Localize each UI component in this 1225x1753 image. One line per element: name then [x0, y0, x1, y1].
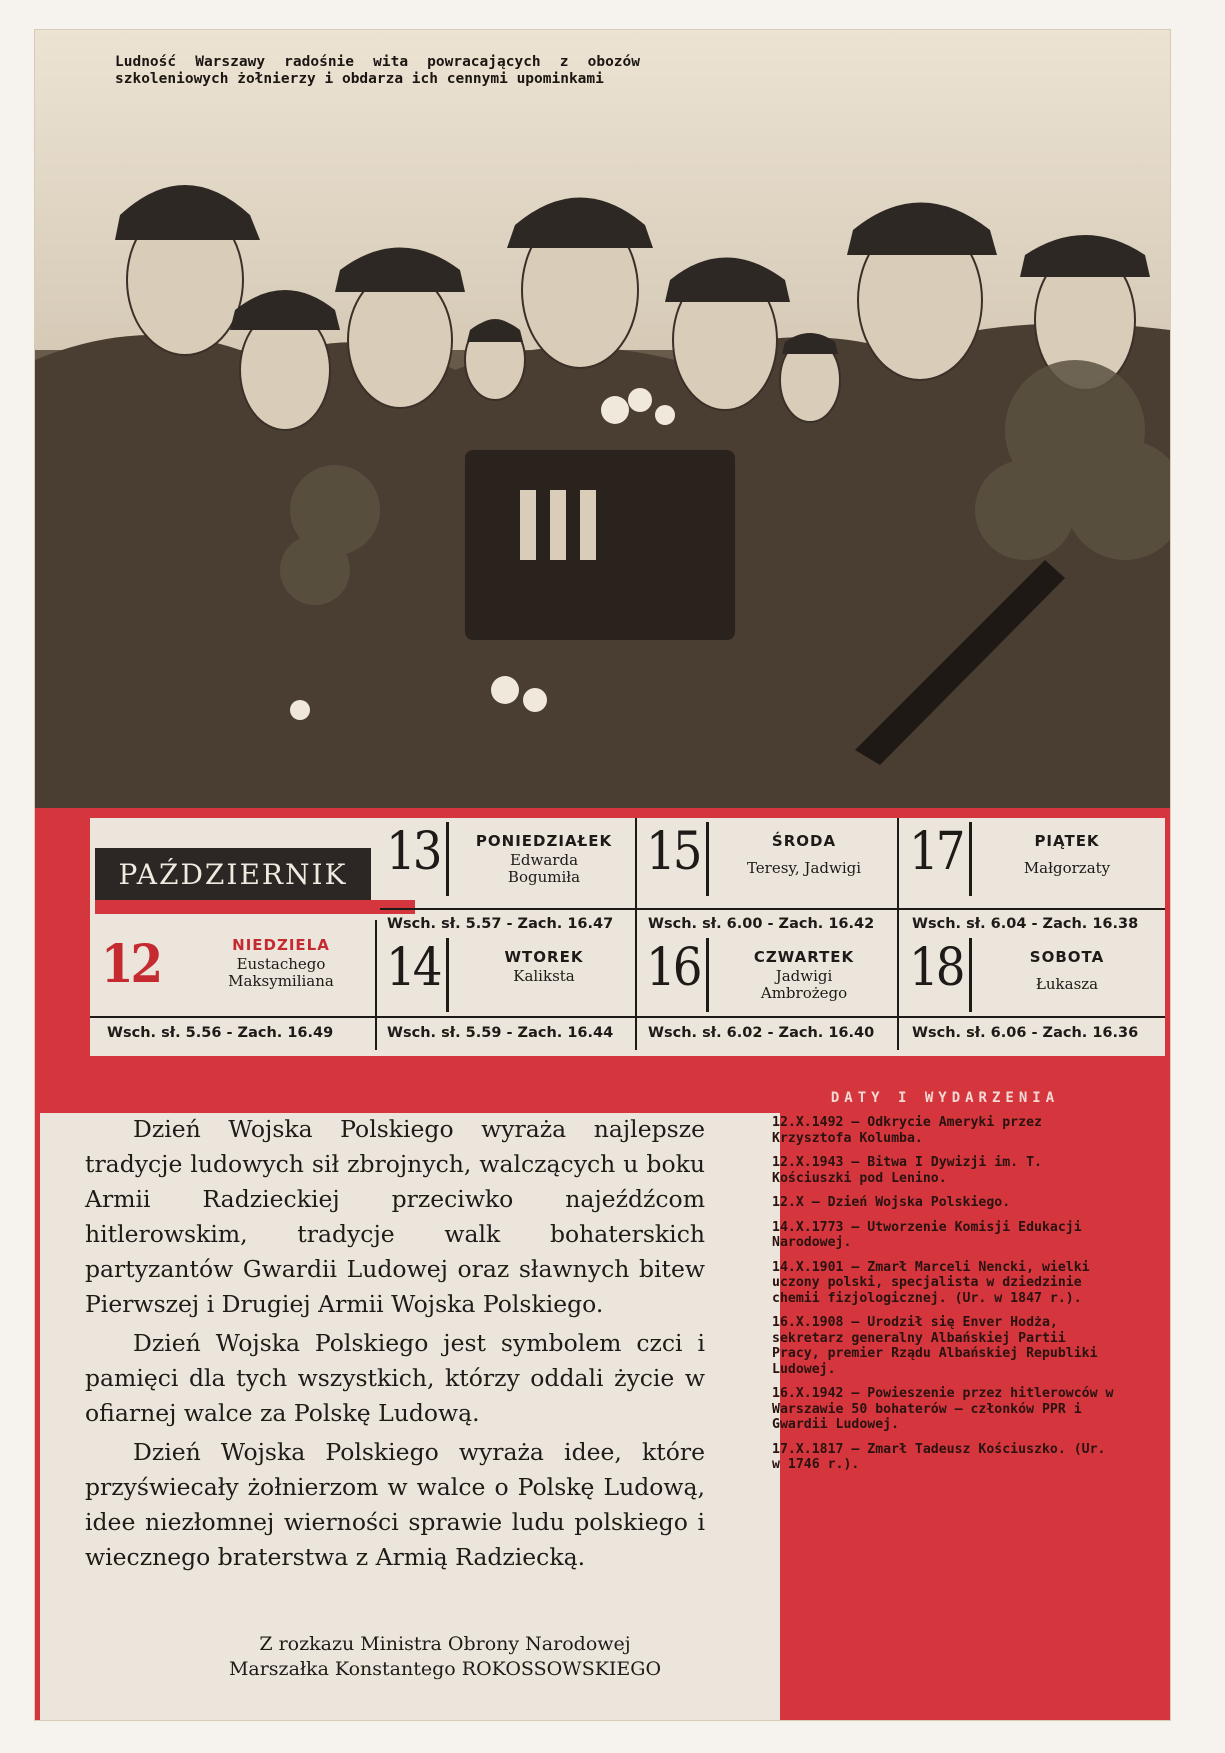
day-18 [903, 938, 1158, 1028]
events-title: DATY I WYDARZENIA [830, 1090, 1060, 1106]
day-number: 15 [646, 822, 700, 882]
day-name: PIĄTEK [1034, 832, 1100, 850]
sun-times-18: Wsch. sł. 6.06 - Zach. 16.36 [912, 1025, 1139, 1041]
signature-line: Marszałka Konstantego ROKOSSOWSKIEGO [228, 1658, 662, 1680]
event-item: 17.X.1817 — Zmarł Tadeusz Kościuszko. (Ur. w 1746 r.). [772, 1441, 1106, 1472]
day-saints [714, 860, 894, 877]
article-paragraph: Dzień Wojska Polskiego wyraża idee, które przyświecały żołnierzom w walce o Polskę Ludową, idee niezłomnej wierności sprawie ludu polskiego i wiecznego braterstwa z Armią Radziecką. [85, 1438, 705, 1571]
saint: Jadwigi [775, 967, 833, 985]
sun-times-17: Wsch. sł. 6.04 - Zach. 16.38 [912, 916, 1139, 932]
day-number: 18 [909, 938, 963, 998]
day-14 [380, 938, 635, 1028]
sun-times-14: Wsch. sł. 5.59 - Zach. 16.44 [387, 1025, 614, 1041]
day-number: 16 [646, 938, 700, 998]
saint: Łukasza [1035, 975, 1099, 993]
sun-times-16: Wsch. sł. 6.02 - Zach. 16.40 [648, 1025, 875, 1041]
day-13 [380, 822, 635, 912]
day-name: WTOREK [504, 948, 584, 966]
day-name: SOBOTA [1029, 948, 1105, 966]
saint: Ambrożego [760, 984, 848, 1002]
event-item: 14.X.1901 — Zmarł Marceli Nencki, wielki uczony polski, specjalista w dziedzinie chemii fizjologicznej. (Ur. w 1847 r.). [772, 1259, 1090, 1306]
saint: Kaliksta [513, 967, 575, 985]
day-number: 12 [101, 934, 161, 995]
day-name: NIEDZIELA [232, 936, 330, 954]
saint: Teresy, Jadwigi [746, 859, 862, 877]
article-paragraph: Dzień Wojska Polskiego wyraża najlepsze tradycje ludowych sił zbrojnych, walczących u boku Armii Radzieckiej przeciwko najeźdźcom hitlerowskim, tradycje walk bohaterskich partyzantów Gwardii Ludowej oraz sławnych bitew Pierwszej i Drugiej Armii Wojska Polskiego. [85, 1115, 705, 1318]
saint: Edwarda [509, 851, 579, 869]
event-item: 12.X.1943 — Bitwa I Dywizji im. T. Kościuszki pod Lenino. [772, 1155, 1042, 1186]
photo-caption: Ludność Warszawy radośnie wita powracających z obozów szkoleniowych żołnierzy i obdarza ich cennymi upominkami [115, 54, 640, 87]
sun-times-13: Wsch. sł. 5.57 - Zach. 16.47 [387, 916, 614, 932]
event-item: 12.X — Dzień Wojska Polskiego. [772, 1195, 1011, 1210]
saint: Bogumiła [507, 868, 581, 886]
day-saints [714, 968, 894, 1002]
month-label: PAŹDZIERNIK [95, 848, 371, 900]
day-name: PONIEDZIAŁEK [475, 832, 613, 850]
day-saints [454, 852, 634, 886]
calendar-grid [35, 808, 1170, 1090]
events-list [772, 1115, 1117, 1482]
day-saints [977, 976, 1157, 993]
sun-times-15: Wsch. sł. 6.00 - Zach. 16.42 [648, 916, 875, 932]
day-saints [977, 860, 1157, 877]
saint: Maksymiliana [228, 972, 334, 990]
day-saints [454, 968, 634, 985]
event-item: 12.X.1492 — Odkrycie Ameryki przez Krzysztofa Kolumba. [772, 1115, 1042, 1146]
day-saints [191, 956, 371, 990]
saint: Małgorzaty [1023, 859, 1111, 877]
day-17 [903, 822, 1158, 912]
day-number: 17 [909, 822, 963, 882]
day-name: CZWARTEK [753, 948, 855, 966]
day-15 [640, 822, 895, 912]
day-number: 13 [386, 822, 440, 882]
article-paragraph: Dzień Wojska Polskiego jest symbolem czci i pamięci dla tych wszystkich, którzy oddali życie w ofiarnej walce za Polskę Ludową. [85, 1329, 705, 1427]
article-text [85, 1112, 705, 1579]
signature [145, 1632, 745, 1682]
event-item: 16.X.1942 — Powieszenie przez hitlerowców w Warszawie 50 bohaterów — członków PPR i Gwardii Ludowej. [772, 1386, 1114, 1432]
saint: Eustachego [236, 955, 326, 973]
photo-illustration [35, 30, 1170, 808]
soldiers-photo [35, 30, 1170, 808]
signature-line: Z rozkazu Ministra Obrony Narodowej [259, 1633, 631, 1655]
day-name: ŚRODA [771, 832, 837, 850]
sun-times-12: Wsch. sł. 5.56 - Zach. 16.49 [107, 1025, 334, 1041]
event-item: 16.X.1908 — Urodził się Enver Hodża, sekretarz generalny Albańskiej Partii Pracy, premier Rządu Albańskiej Republiki Ludowej. [772, 1315, 1098, 1377]
day-number: 14 [386, 938, 440, 998]
event-item: 14.X.1773 — Utworzenie Komisji Edukacji Narodowej. [772, 1219, 1082, 1250]
day-16 [640, 938, 895, 1028]
